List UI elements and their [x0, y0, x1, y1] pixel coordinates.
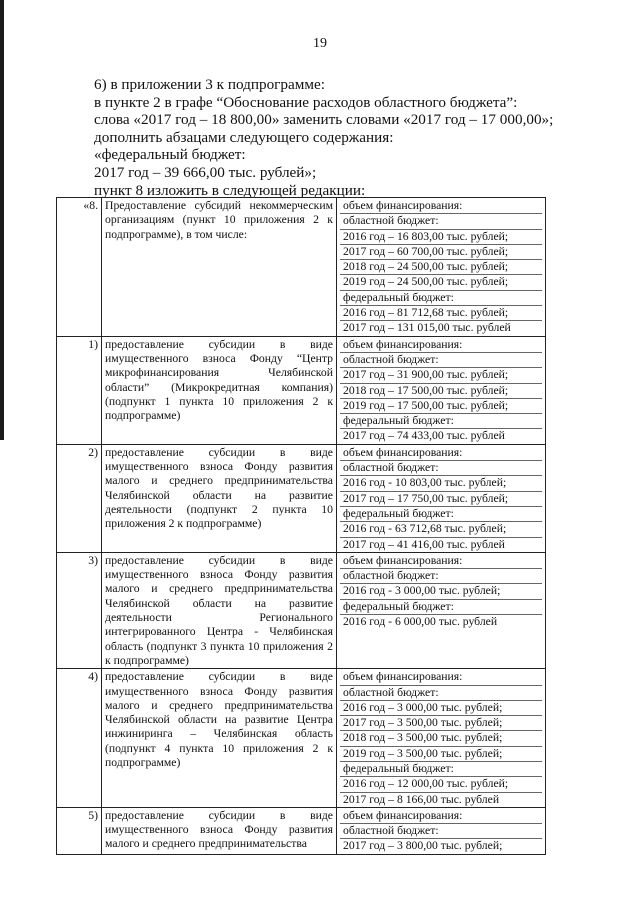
intro-line: пункт 8 изложить в следующей редакции: — [94, 181, 366, 199]
page-number: 19 — [313, 36, 327, 51]
row-number: 2) — [57, 444, 102, 552]
row-description: Предоставление субсидий некоммерческим организациям (пункт 10 приложения 2 к подпрограмме), в том числе: — [102, 198, 337, 337]
funding-line: областной бюджет: — [340, 824, 542, 839]
scan-edge-shadow — [0, 0, 4, 440]
funding-line: 2018 год – 24 500,00 тыс. рублей; — [340, 260, 542, 275]
row-description: предоставление субсидии в виде имущественного взноса Фонду развития малого и среднего предпринимательства Челябинской области на развитие Центра инжиниринга – Челябинская область (подпункт 4 пункта 10 приложения 2 к подпрограмме) — [102, 669, 337, 808]
funding-line: федеральный бюджет: — [340, 291, 542, 306]
funding-line: объем финансирования: — [340, 554, 542, 569]
row-description: предоставление субсидии в виде имущественного взноса Фонду развития малого и среднего предпринимательства — [102, 807, 337, 854]
funding-line: областной бюджет: — [340, 686, 542, 701]
row-description: предоставление субсидии в виде имущественного взноса Фонду развития малого и среднего предпринимательства Челябинской области на развитие деятельности (подпункт 2 пункта 10 приложения 2 к подпрограмме) — [102, 444, 337, 552]
funding-table — [56, 197, 546, 855]
intro-line: 6) в приложении 3 к подпрограмме: — [94, 76, 325, 93]
row-number: 5) — [57, 807, 102, 854]
funding-line: областной бюджет: — [340, 461, 542, 476]
funding-line: 2017 год – 8 166,00 тыс. рублей — [343, 792, 500, 806]
row-number: 1) — [57, 336, 102, 444]
table-row — [57, 807, 546, 854]
row-description: предоставление субсидии в виде имущественного взноса Фонду развития малого и среднего предпринимательства Челябинской области на развитие деятельности Регионального интегрированного Центра - Челябинская область (подпункт 3 пункта 10 приложения 2 к подпрограмме) — [102, 552, 337, 668]
intro-line: 2017 год – 39 666,00 тыс. рублей»; — [94, 163, 317, 181]
funding-line: 2016 год – 16 803,00 тыс. рублей; — [340, 230, 542, 245]
row-description: предоставление субсидии в виде имущественного взноса Фонду “Центр микрофинансирования Челябинской области” (Микрокредитная компания) (подпункт 1 пункта 10 приложения 2 к подпрограмме) — [102, 336, 337, 444]
funding-line: 2017 год – 60 700,00 тыс. рублей; — [340, 245, 542, 260]
row-funding — [337, 669, 546, 808]
funding-line: 2018 год – 17 500,00 тыс. рублей; — [340, 384, 542, 399]
funding-line: 2017 год – 131 015,00 тыс. рублей — [343, 321, 511, 335]
intro-line: слова «2017 год – 18 800,00» заменить словами «2017 год – 17 000,00»; — [94, 111, 554, 129]
funding-line: объем финансирования: — [340, 670, 542, 685]
table-row — [57, 552, 546, 668]
row-number: 4) — [57, 669, 102, 808]
funding-line: областной бюджет: — [340, 569, 542, 584]
funding-line: федеральный бюджет: — [340, 507, 542, 522]
funding-line: 2016 год - 63 712,68 тыс. рублей; — [340, 522, 542, 537]
funding-line: объем финансирования: — [340, 199, 542, 214]
row-number: 3) — [57, 552, 102, 668]
funding-line: федеральный бюджет: — [340, 600, 542, 615]
funding-line: 2016 год - 3 000,00 тыс. рублей; — [340, 584, 542, 599]
funding-line: 2016 год – 81 712,68 тыс. рублей; — [340, 306, 542, 321]
funding-line: 2016 год – 3 000,00 тыс. рублей; — [340, 701, 542, 716]
funding-line: федеральный бюджет: — [340, 762, 542, 777]
funding-line: 2017 год – 41 416,00 тыс. рублей — [343, 537, 505, 551]
row-funding — [337, 336, 546, 444]
funding-line: 2017 год – 17 750,00 тыс. рублей; — [340, 492, 542, 507]
funding-line: 2019 год – 3 500,00 тыс. рублей; — [340, 747, 542, 762]
funding-line: 2017 год – 3 500,00 тыс. рублей; — [340, 716, 542, 731]
funding-line: объем финансирования: — [340, 446, 542, 461]
funding-line: областной бюджет: — [340, 353, 542, 368]
row-funding — [337, 807, 546, 854]
intro-line: в пункте 2 в графе “Обоснование расходов областного бюджета”: — [94, 93, 518, 111]
funding-line: федеральный бюджет: — [340, 414, 542, 429]
funding-line: 2018 год – 3 500,00 тыс. рублей; — [340, 731, 542, 746]
intro-line: «федеральный бюджет: — [94, 146, 246, 164]
funding-line: областной бюджет: — [340, 214, 542, 229]
funding-line: 2016 год – 12 000,00 тыс. рублей; — [340, 777, 542, 792]
funding-table-body — [57, 198, 546, 855]
row-number: «8. — [57, 198, 102, 337]
funding-line: 2016 год - 6 000,00 тыс. рублей — [343, 615, 498, 629]
funding-line: 2017 год – 3 800,00 тыс. рублей; — [343, 839, 503, 853]
intro-line: дополнить абзацами следующего содержания: — [94, 128, 394, 146]
table-row — [57, 336, 546, 444]
funding-line: 2017 год – 74 433,00 тыс. рублей — [343, 429, 505, 443]
amendment-intro — [94, 76, 594, 199]
funding-line: 2016 год - 10 803,00 тыс. рублей; — [340, 476, 542, 491]
funding-line: объем финансирования: — [340, 338, 542, 353]
funding-line: 2017 год – 31 900,00 тыс. рублей; — [340, 368, 542, 383]
funding-line: 2019 год – 17 500,00 тыс. рублей; — [340, 399, 542, 414]
funding-line: объем финансирования: — [340, 809, 542, 824]
table-row — [57, 669, 546, 808]
row-funding — [337, 552, 546, 668]
table-row — [57, 198, 546, 337]
row-funding — [337, 198, 546, 337]
table-row — [57, 444, 546, 552]
row-funding — [337, 444, 546, 552]
funding-line: 2019 год – 24 500,00 тыс. рублей; — [340, 275, 542, 290]
